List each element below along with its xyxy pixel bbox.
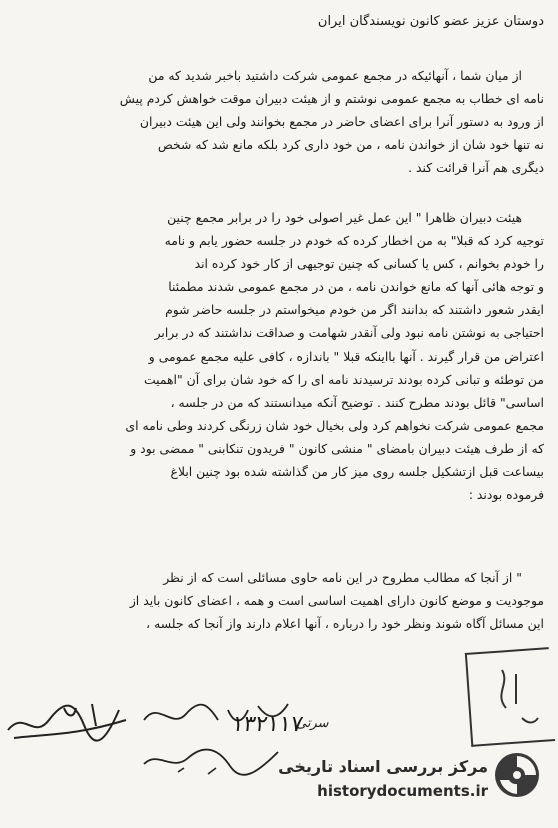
text-line: توجیه کرد که قبلا" به من اخطار کرده که خودم در جلسه حضور یابم و نامه xyxy=(164,233,544,249)
text-line: را خودم بخوانم ، کس یا کسانی که چنین توجیهی از کار خود کرده اند xyxy=(194,256,544,272)
letter-heading: دوستان عزیز عضو کانون نویسندگان ایران xyxy=(317,14,544,29)
text-line: نه تنها خود شان از خواندن نامه ، من خود داری کرد بلکه مانع شد که شخص xyxy=(157,137,544,153)
paragraph-3 xyxy=(18,566,544,635)
watermark-url[interactable]: historydocuments.ir xyxy=(317,782,488,800)
text-line: مجمع عمومی شرکت نخواهم کرد ولی بخیال خود شان زرنگی کردند وطی نامه ای xyxy=(125,417,544,433)
text-line: ایقدر شعور داشتند که بدانند اگر من خودم میخواستم در جلسه حاضر شوم xyxy=(165,302,544,318)
text-line: اعتراض من قرار گیرند . آنها بااینکه قبلا " باندازه ، کافی علیه مجمع عمومی و xyxy=(148,348,544,364)
watermark xyxy=(278,740,550,810)
text-line: اساسی" قائل بودند مطرح کنند . توضیح آنکه میدانستند که من در جلسه ، xyxy=(170,394,544,410)
text-line: احتیاجی به نوشتن نامه نبود ولی آنقدر شهامت و صداقت نداشتند که در برابر xyxy=(154,325,544,341)
archive-logo-icon xyxy=(492,750,542,800)
text-line: این مسائل آگاه شوند ونظر خود را درباره ، آنها اعلام دارند واز آنجا که جلسه ، xyxy=(146,616,544,632)
paragraph-1 xyxy=(18,64,544,179)
text-line: و توجه هائی آنها که مانع خواندن نامه ، من در مجمع عمومی شدند مطمئنا xyxy=(168,279,544,295)
registration-number: ۱۳۲۱۱۷ xyxy=(230,712,305,737)
text-line: از میان شما ، آنهائیکه در مجمع عمومی شرکت داشتید باخبر شدید که من xyxy=(148,68,522,83)
text-line: که از طرف هیئت دبیران بامضای " منشی کانون " فریدون تنکابنی " ممضی بود و xyxy=(130,440,544,456)
handwritten-note xyxy=(138,742,288,778)
box-scribble xyxy=(482,660,542,740)
text-line: هیئت دبیران ظاهرا " این عمل غیر اصولی خود را در برابر مجمع چنین xyxy=(167,210,522,225)
signature-scribble xyxy=(4,690,134,750)
text-line: موجودیت و موضع کانون دارای اهمیت اساسی است و همه ، اعضای کانون باید از xyxy=(129,593,544,609)
text-line: فرموده بودند : xyxy=(468,487,544,503)
text-line: نامه ای خطاب به مجمع عمومی نوشتم و از هیئت دبیران موقت خواهش کردم پیش xyxy=(119,91,544,107)
text-line: بیساعت قبل ازتشکیل جلسه روی میز کار من گذاشته شده بود چنین ابلاغ xyxy=(170,464,544,480)
registration-prefix: سرتی xyxy=(296,716,329,731)
text-line: " از آنجا که مطالب مطروح در این نامه حاوی مسائلی است که از نظر xyxy=(163,570,522,585)
watermark-title: مرکز بررسی اسناد تاریخی xyxy=(278,757,488,776)
text-line: دیگری هم آنرا قرائت کند . xyxy=(408,160,544,176)
paragraph-2 xyxy=(18,206,544,506)
text-line: از ورود به دستور آنرا برای اعضای حاضر در مجمع بخوانند ولی این هیئت دبیران xyxy=(139,114,544,130)
text-line: من توطئه و تبانی کرده بودند ترسیدند نامه ای را که خود شان برای آن "اهمیت xyxy=(143,371,544,387)
